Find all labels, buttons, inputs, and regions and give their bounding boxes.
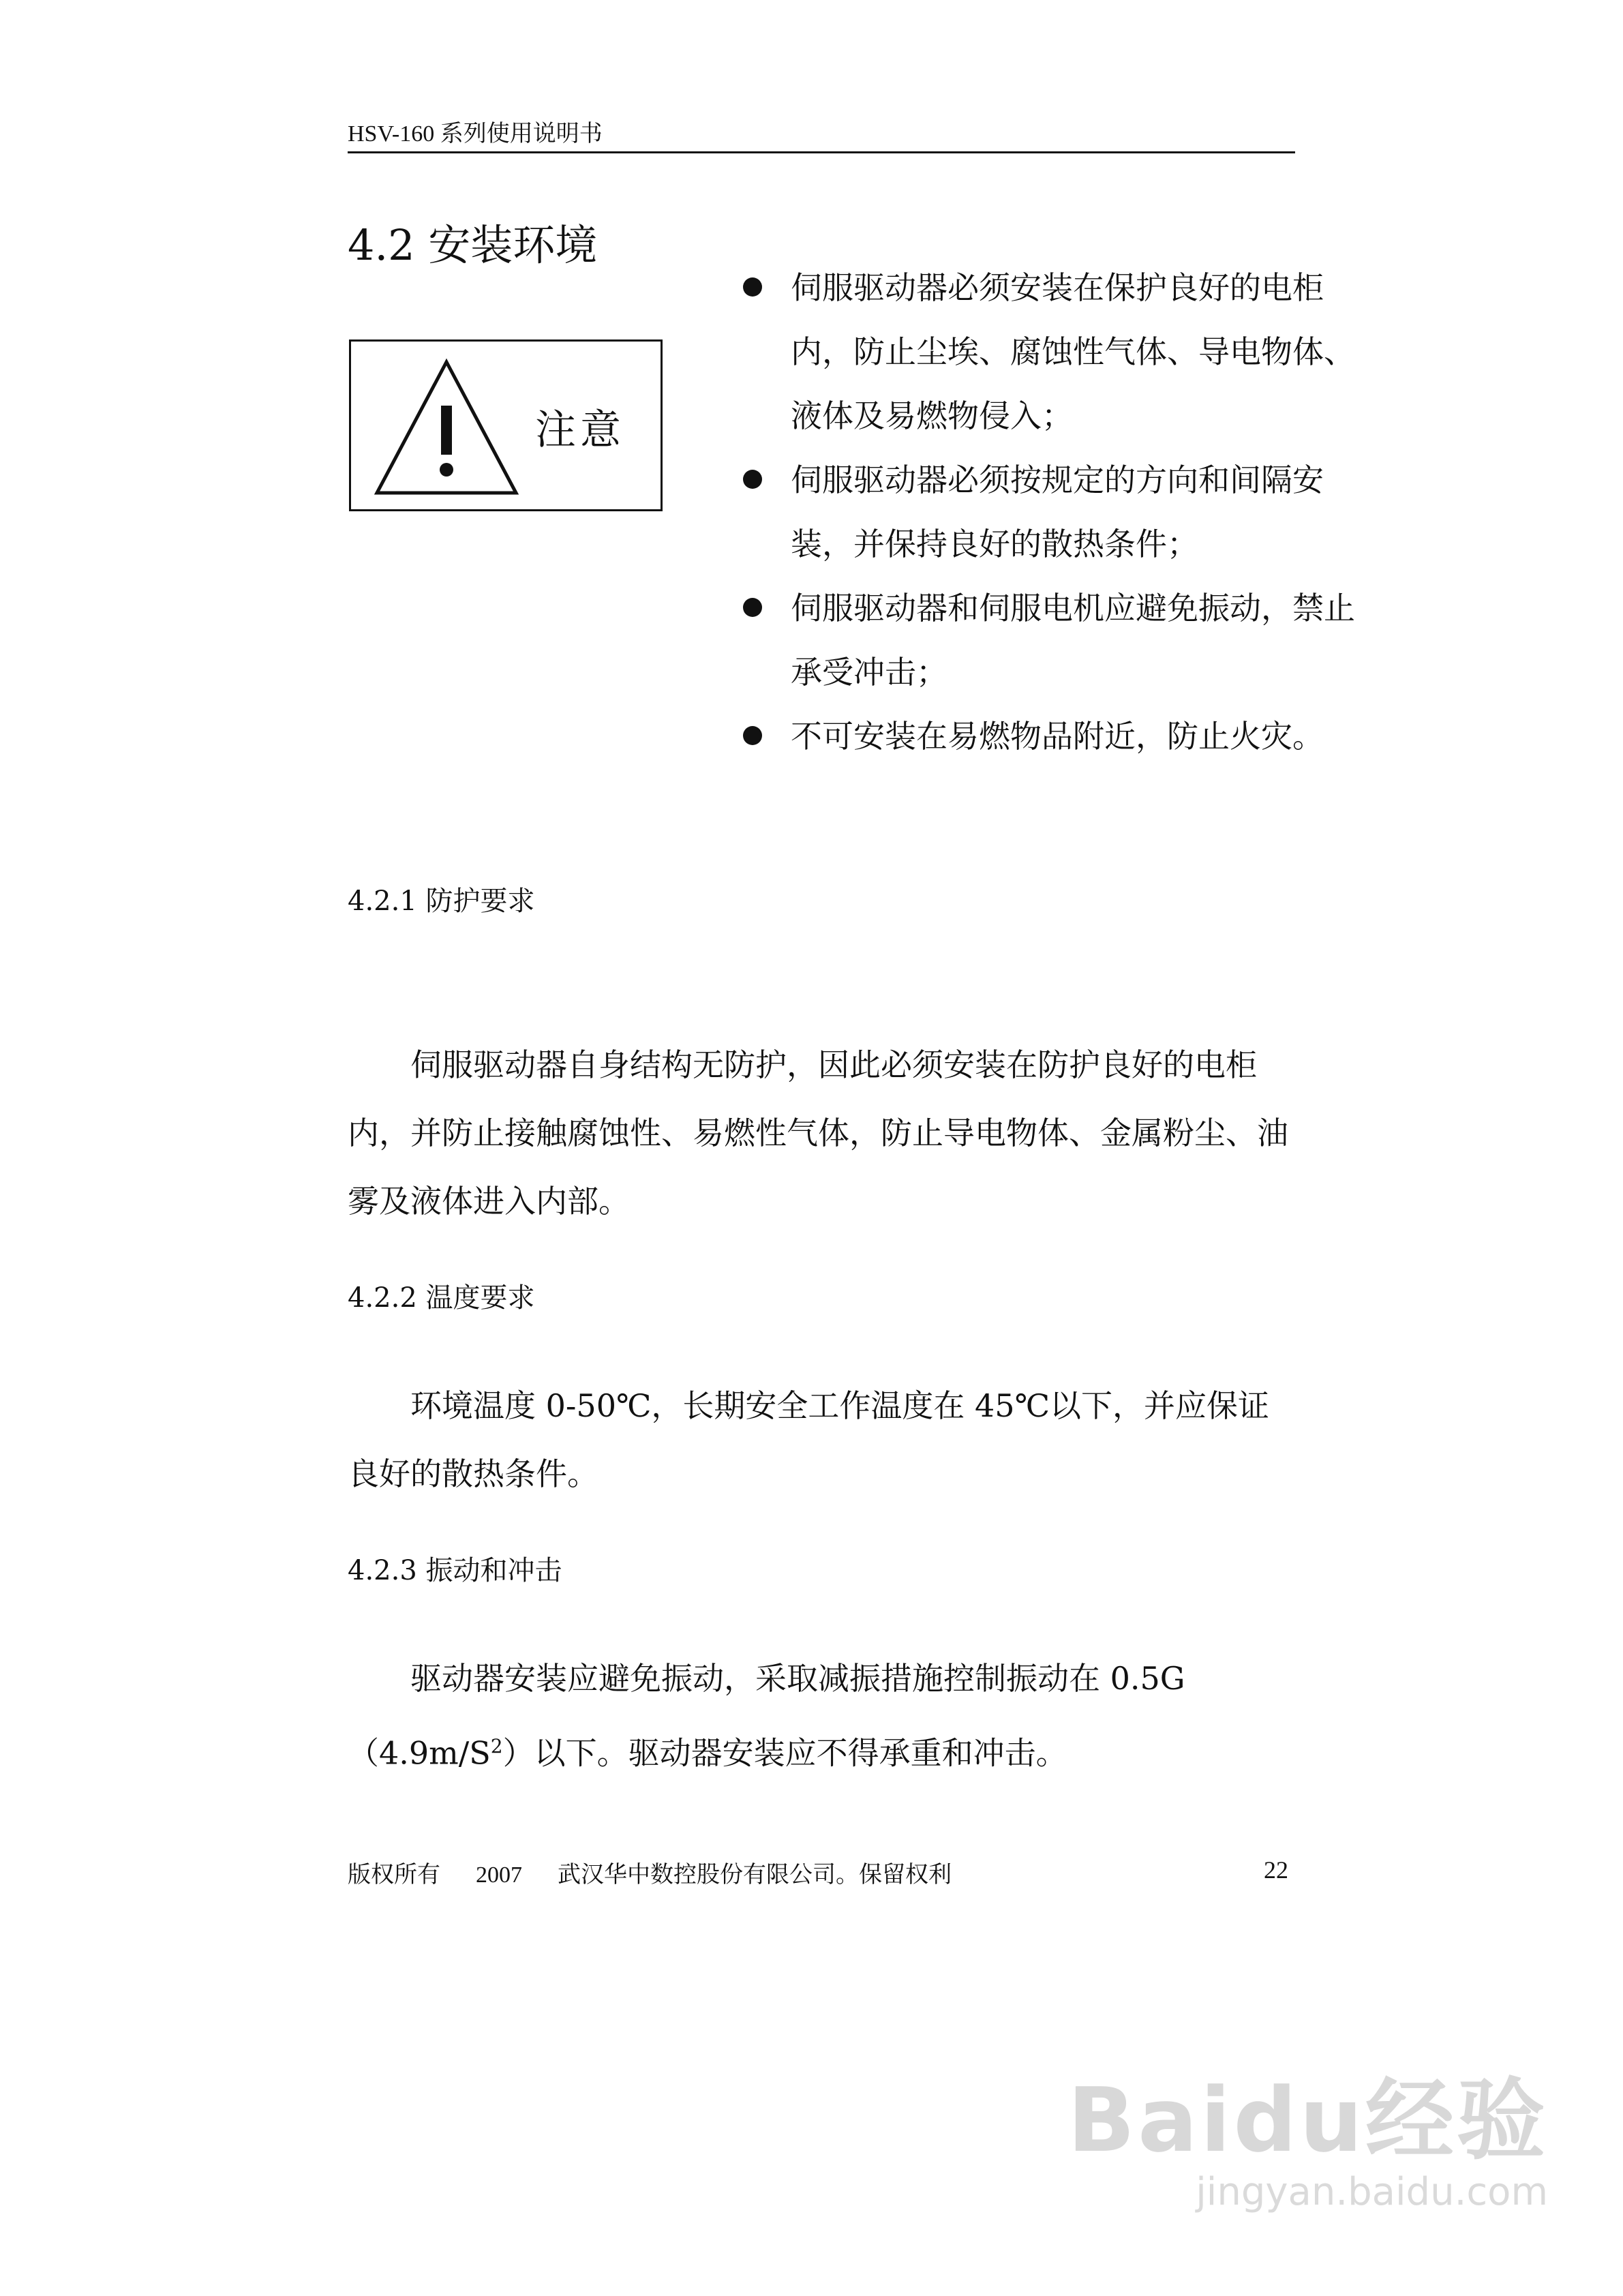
subsection-heading-temperature: 4.2.2 温度要求	[348, 1282, 535, 1314]
list-item-text: 不可安装在易燃物品附近，防止火灾。	[791, 718, 1324, 755]
footer	[348, 1856, 987, 1889]
subsection-heading-protection: 4.2.1 防护要求	[348, 886, 535, 917]
bullet-list	[743, 256, 1356, 768]
footer-company: 武汉华中数控股份有限公司。保留权利	[558, 1862, 952, 1888]
footer-year: 2007	[476, 1862, 522, 1888]
warning-triangle-icon	[371, 357, 521, 500]
list-item	[743, 256, 1356, 448]
bullet-dot-icon	[743, 277, 762, 297]
paragraph-text: ）以下。驱动器安装应不得承重和冲击。	[502, 1734, 1067, 1772]
bullet-dot-icon	[743, 726, 762, 745]
paragraph-text: 伺服驱动器自身结构无防护，因此必须安装在防护良好的电柜内，并防止接触腐蚀性、易燃性气体，防止导电物体、金属粉尘、油雾及液体进入内部。	[348, 1046, 1288, 1220]
footer-copyright: 版权所有	[348, 1862, 440, 1888]
bullet-dot-icon	[743, 598, 762, 617]
subsection-heading-vibration: 4.2.3 振动和冲击	[348, 1555, 562, 1586]
paragraph-protection	[348, 1031, 1295, 1235]
superscript: 2	[490, 1735, 503, 1757]
watermark-url: jingyan.baidu.com	[1196, 2170, 1548, 2214]
list-item	[743, 704, 1356, 768]
header-divider	[348, 151, 1295, 153]
warning-label: 注意	[535, 406, 625, 454]
page-number: 22	[1264, 1856, 1288, 1884]
list-item-text: 伺服驱动器和伺服电机应避免振动，禁止承受冲击；	[791, 590, 1355, 691]
list-item	[743, 576, 1356, 704]
section-title: 4.2 安装环境	[348, 220, 598, 270]
watermark	[1067, 2049, 1548, 2214]
warning-box	[349, 339, 663, 511]
list-item-text: 伺服驱动器必须按规定的方向和间隔安装，并保持良好的散热条件；	[791, 462, 1324, 562]
header-title: HSV-160 系列使用说明书	[348, 121, 603, 147]
bullet-dot-icon	[743, 470, 762, 489]
watermark-logo: Baidu经验	[1067, 2068, 1548, 2172]
paragraph-temperature	[348, 1372, 1295, 1508]
paragraph-text: 环境温度 0-50℃，长期安全工作温度在 45℃以下，并应保证良好的散热条件。	[348, 1387, 1270, 1492]
list-item-text: 伺服驱动器必须安装在保护良好的电柜内，防止尘埃、腐蚀性气体、导电物体、液体及易燃物侵入；	[791, 269, 1355, 434]
paragraph-vibration	[348, 1644, 1295, 1787]
list-item	[743, 448, 1356, 576]
paragraph-text: 驱动器安装应避免振动，采取减振措施控制振动在 0.5G （4.9m/S	[348, 1660, 1185, 1772]
